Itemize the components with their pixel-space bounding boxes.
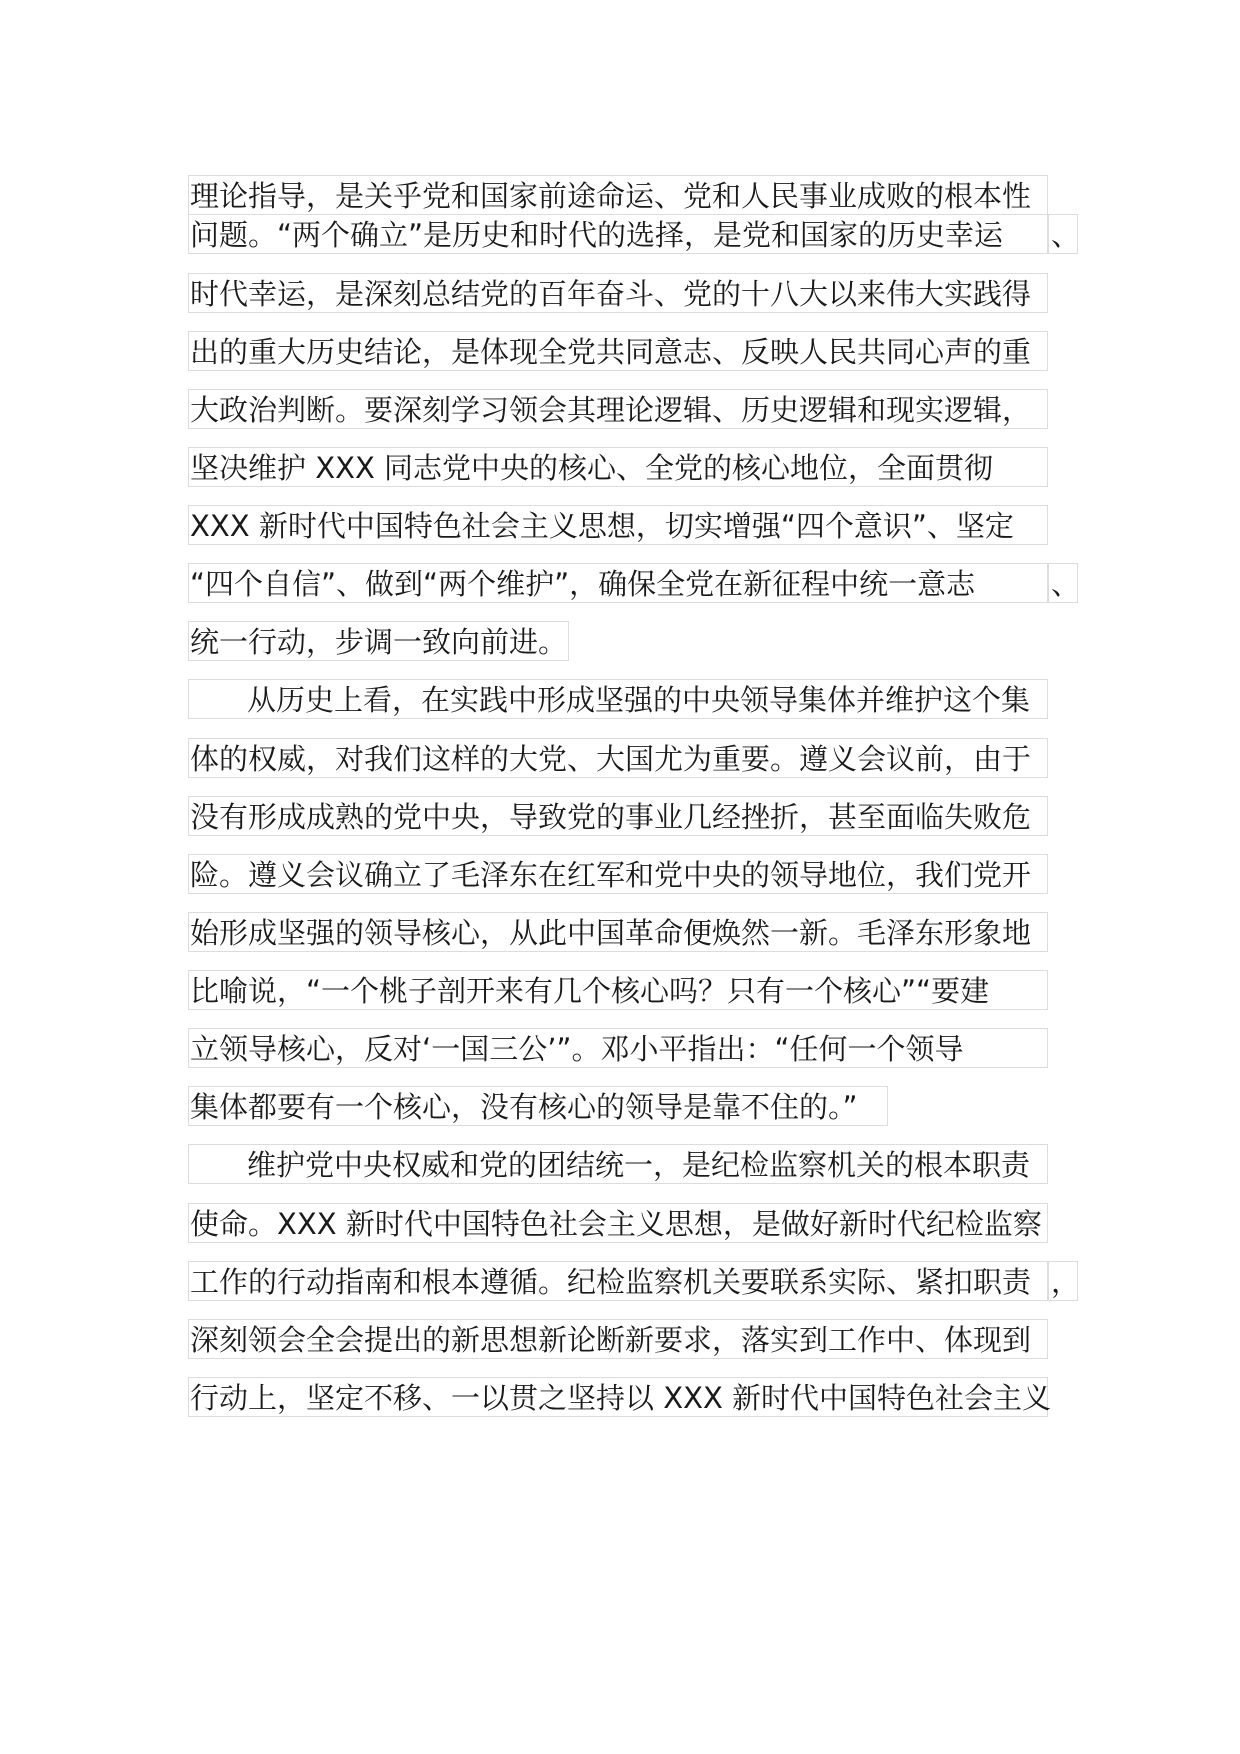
text-line: 比喻说，“一个桃子剖开来有几个核心吗？只有一个核心”“要建 bbox=[188, 970, 1048, 1010]
overflow-punctuation: 、 bbox=[1048, 563, 1078, 603]
text-line: 险。遵义会议确立了毛泽东在红军和党中央的领导地位，我们党开 bbox=[188, 854, 1048, 894]
text-line: 统一行动，步调一致向前进。 bbox=[188, 621, 569, 661]
text-line: 出的重大历史结论，是体现全党共同意志、反映人民共同心声的重 bbox=[188, 331, 1048, 371]
text-line: 坚决维护 XXX 同志党中央的核心、全党的核心地位，全面贯彻 bbox=[188, 447, 1048, 487]
text-line: 体的权威，对我们这样的大党、大国尤为重要。遵义会议前，由于 bbox=[188, 738, 1048, 778]
text-line: 时代幸运，是深刻总结党的百年奋斗、党的十八大以来伟大实践得 bbox=[188, 273, 1048, 313]
text-line: 理论指导，是关乎党和国家前途命运、党和人民事业成败的根本性 bbox=[188, 175, 1048, 215]
text-line: 没有形成成熟的党中央，导致党的事业几经挫折，甚至面临失败危 bbox=[188, 796, 1048, 836]
text-line: 工作的行动指南和根本遵循。纪检监察机关要联系实际、紧扣职责 bbox=[188, 1261, 1048, 1301]
text-line: 问题。“两个确立”是历史和时代的选择，是党和国家的历史幸运 bbox=[188, 214, 1048, 254]
overflow-punctuation: ， bbox=[1048, 1261, 1078, 1301]
paragraph-first-line: 从历史上看，在实践中形成坚强的中央领导集体并维护这个集 bbox=[188, 679, 1048, 719]
text-line: “四个自信”、做到“两个维护”，确保全党在新征程中统一意志 bbox=[188, 563, 1048, 603]
text-line: 大政治判断。要深刻学习领会其理论逻辑、历史逻辑和现实逻辑， bbox=[188, 389, 1048, 429]
text-line: 使命。XXX 新时代中国特色社会主义思想，是做好新时代纪检监察 bbox=[188, 1203, 1048, 1243]
overflow-punctuation: 、 bbox=[1048, 214, 1078, 254]
text-line: 深刻领会全会提出的新思想新论断新要求，落实到工作中、体现到 bbox=[188, 1319, 1048, 1359]
text-line: XXX 新时代中国特色社会主义思想，切实增强“四个意识”、坚定 bbox=[188, 505, 1048, 545]
paragraph-first-line: 维护党中央权威和党的团结统一，是纪检监察机关的根本职责 bbox=[188, 1144, 1048, 1184]
text-line: 立领导核心，反对‘一国三公’”。邓小平指出：“任何一个领导 bbox=[188, 1028, 1048, 1068]
text-line: 行动上，坚定不移、一以贯之坚持以 XXX 新时代中国特色社会主义 bbox=[188, 1377, 1048, 1417]
text-line: 始形成坚强的领导核心，从此中国革命便焕然一新。毛泽东形象地 bbox=[188, 912, 1048, 952]
text-line: 集体都要有一个核心，没有核心的领导是靠不住的。” bbox=[188, 1086, 888, 1126]
